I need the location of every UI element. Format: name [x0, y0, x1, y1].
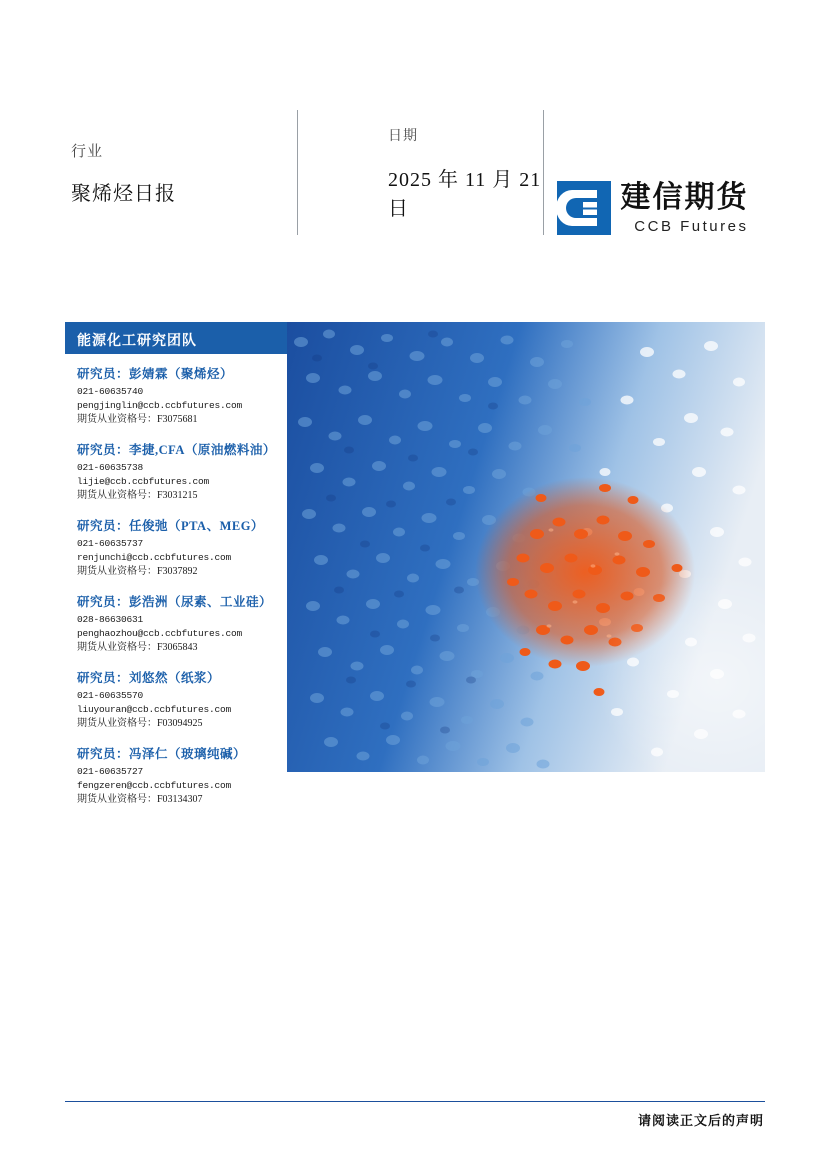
ccb-logo-icon — [557, 181, 611, 235]
research-team-list — [65, 354, 287, 807]
researcher-license: 期货从业资格号：F03134307 — [77, 793, 203, 805]
researcher-email[interactable]: renjunchi@ccb.ccbfutures.com — [77, 551, 232, 563]
researcher-phone: 021-60635737 — [77, 538, 144, 550]
industry-value: 聚烯烃日报 — [71, 182, 176, 205]
company-logo-text — [620, 180, 749, 235]
researcher-phone: 028-86630631 — [77, 614, 144, 626]
researcher-phone: 021-60635738 — [77, 462, 144, 474]
researcher-phone: 021-60635570 — [77, 690, 144, 702]
researcher-license: 期货从业资格号：F3065843 — [77, 641, 198, 653]
researcher-email[interactable]: fengzeren@ccb.ccbfutures.com — [77, 779, 232, 791]
researcher-license: 期货从业资格号：F3031215 — [77, 489, 198, 501]
header-date-block — [298, 110, 543, 235]
company-name-en: CCB Futures — [634, 217, 749, 235]
researcher-name: 研究员：彭浩洲（尿素、工业硅） — [77, 595, 273, 610]
list-item — [77, 440, 287, 503]
date-label: 日期 — [388, 126, 418, 143]
researcher-email[interactable]: penghaozhou@ccb.ccbfutures.com — [77, 627, 243, 639]
researcher-name: 研究员：任俊弛（PTA、MEG） — [77, 519, 264, 534]
company-logo — [557, 181, 749, 235]
researcher-license: 期货从业资格号：F3037892 — [77, 565, 198, 577]
list-item — [77, 592, 287, 655]
researcher-email[interactable]: liuyouran@ccb.ccbfutures.com — [77, 703, 232, 715]
header-industry-block — [65, 110, 297, 235]
cover-photo-polymer-pellets — [287, 322, 765, 772]
researcher-phone: 021-60635727 — [77, 766, 144, 778]
researcher-name: 研究员：彭婧霖（聚烯烃） — [77, 367, 234, 381]
date-value: 2025 年 11 月 21 日 — [388, 168, 542, 220]
researcher-email[interactable]: lijie@ccb.ccbfutures.com — [77, 475, 210, 487]
list-item — [77, 364, 287, 427]
researcher-license: 期货从业资格号：F3075681 — [77, 413, 198, 425]
list-item — [77, 744, 287, 807]
header-logo-block — [544, 110, 765, 235]
industry-label: 行业 — [71, 142, 104, 160]
researcher-license: 期货从业资格号：F03094925 — [77, 717, 203, 729]
list-item — [77, 668, 287, 731]
research-team-panel — [65, 322, 287, 805]
researcher-name: 研究员：李捷,CFA（原油燃料油） — [77, 443, 276, 458]
list-item — [77, 516, 287, 579]
report-header — [65, 110, 765, 235]
cover-band — [65, 322, 765, 805]
researcher-phone: 021-60635740 — [77, 386, 144, 397]
company-name-cn: 建信期货 — [620, 180, 749, 214]
footer-divider — [65, 1101, 765, 1102]
research-team-title: 能源化工研究团队 — [65, 322, 287, 354]
researcher-name: 研究员：刘悠然（纸浆） — [77, 671, 221, 686]
researcher-name: 研究员：冯泽仁（玻璃纯碱） — [77, 747, 247, 762]
footer-note: 请阅读正文后的声明 — [637, 1113, 764, 1128]
researcher-email[interactable]: pengjinglin@ccb.ccbfutures.com — [77, 399, 243, 411]
